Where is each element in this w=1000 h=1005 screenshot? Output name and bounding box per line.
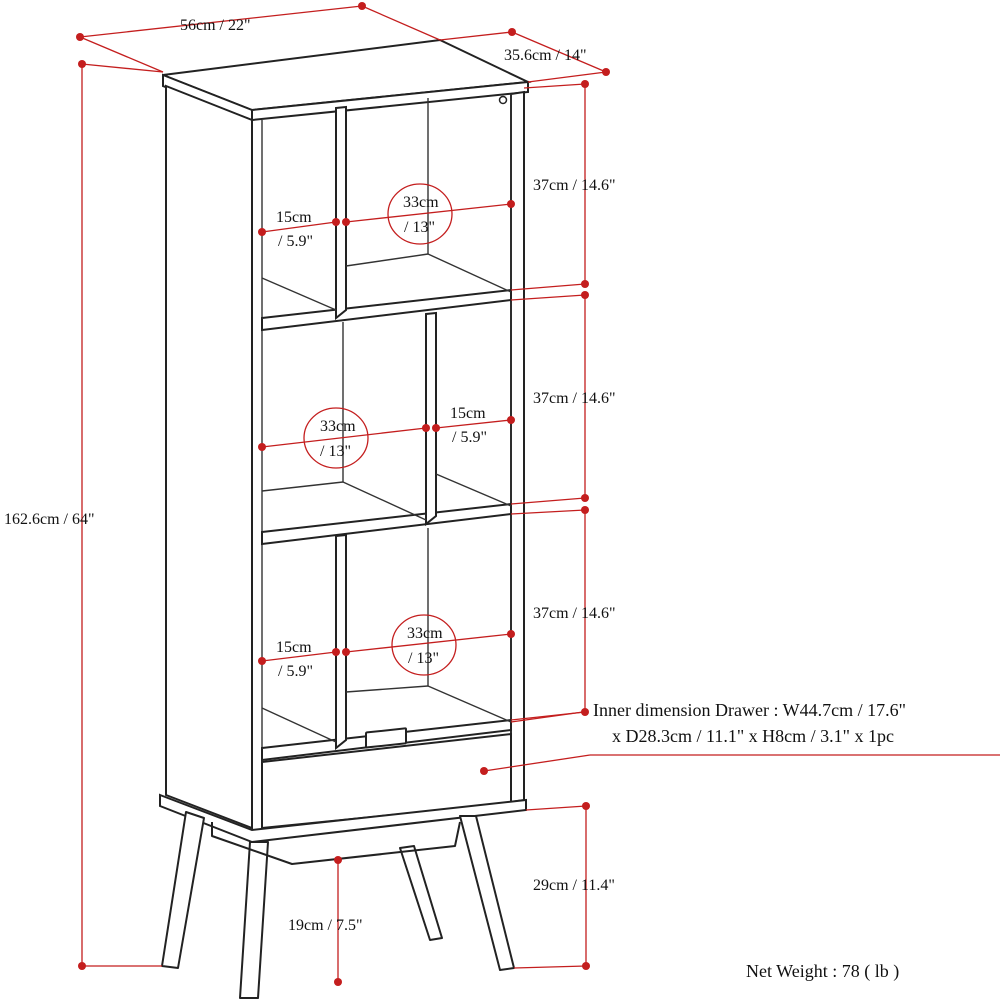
right-side-panel	[511, 92, 524, 802]
cube-bot-wide-cm: 33cm	[407, 625, 443, 642]
depth-label: 35.6cm / 14"	[504, 47, 587, 64]
drawer-handle[interactable]	[366, 728, 406, 747]
total-height-label: 162.6cm / 64"	[4, 511, 95, 528]
divider-top	[336, 107, 346, 318]
cube-bot-wide-in: / 13"	[408, 650, 439, 667]
leg-front-left	[240, 842, 268, 998]
cube-top-wide-cm: 33cm	[403, 194, 439, 211]
cube-top-narrow-in: / 5.9"	[278, 233, 313, 250]
cube-mid-wide-cm: 33cm	[320, 418, 356, 435]
cube-mid-narrow-cm: 15cm	[450, 405, 486, 422]
leg-front-right	[460, 816, 514, 970]
cube-top-wide-in: / 13"	[404, 219, 435, 236]
shelf-height-3-label: 37cm / 14.6"	[533, 605, 616, 622]
left-side-panel	[166, 86, 252, 828]
cube-mid-wide-in: / 13"	[320, 443, 351, 460]
drawer-note-line1: Inner dimension Drawer : W44.7cm / 17.6"	[593, 700, 906, 720]
shelf-height-1-label: 37cm / 14.6"	[533, 177, 616, 194]
net-weight-label: Net Weight : 78 ( lb )	[746, 961, 900, 981]
shelf-1	[262, 290, 511, 330]
cube-bot-narrow-in: / 5.9"	[278, 663, 313, 680]
cam-lock-icon	[500, 97, 507, 104]
shelf-2	[262, 504, 511, 544]
leg-back-right	[400, 846, 442, 940]
bookcase	[160, 40, 528, 998]
cube-bot-narrow-cm: 15cm	[276, 639, 312, 656]
interior	[262, 94, 511, 828]
drawer-note-line2: x D28.3cm / 11.1" x H8cm / 3.1" x 1pc	[612, 726, 894, 746]
leg-back-left	[162, 812, 204, 968]
leg-height-label: 29cm / 11.4"	[533, 877, 615, 894]
dimension-labels	[4, 17, 906, 982]
width-label: 56cm / 22"	[180, 17, 251, 34]
leg-spacing-label: 19cm / 7.5"	[288, 917, 363, 934]
divider-bottom	[336, 535, 346, 748]
cube-top-narrow-cm: 15cm	[276, 209, 312, 226]
divider-middle	[426, 313, 436, 524]
cube-mid-narrow-in: / 5.9"	[452, 429, 487, 446]
shelf-height-2-label: 37cm / 14.6"	[533, 390, 616, 407]
